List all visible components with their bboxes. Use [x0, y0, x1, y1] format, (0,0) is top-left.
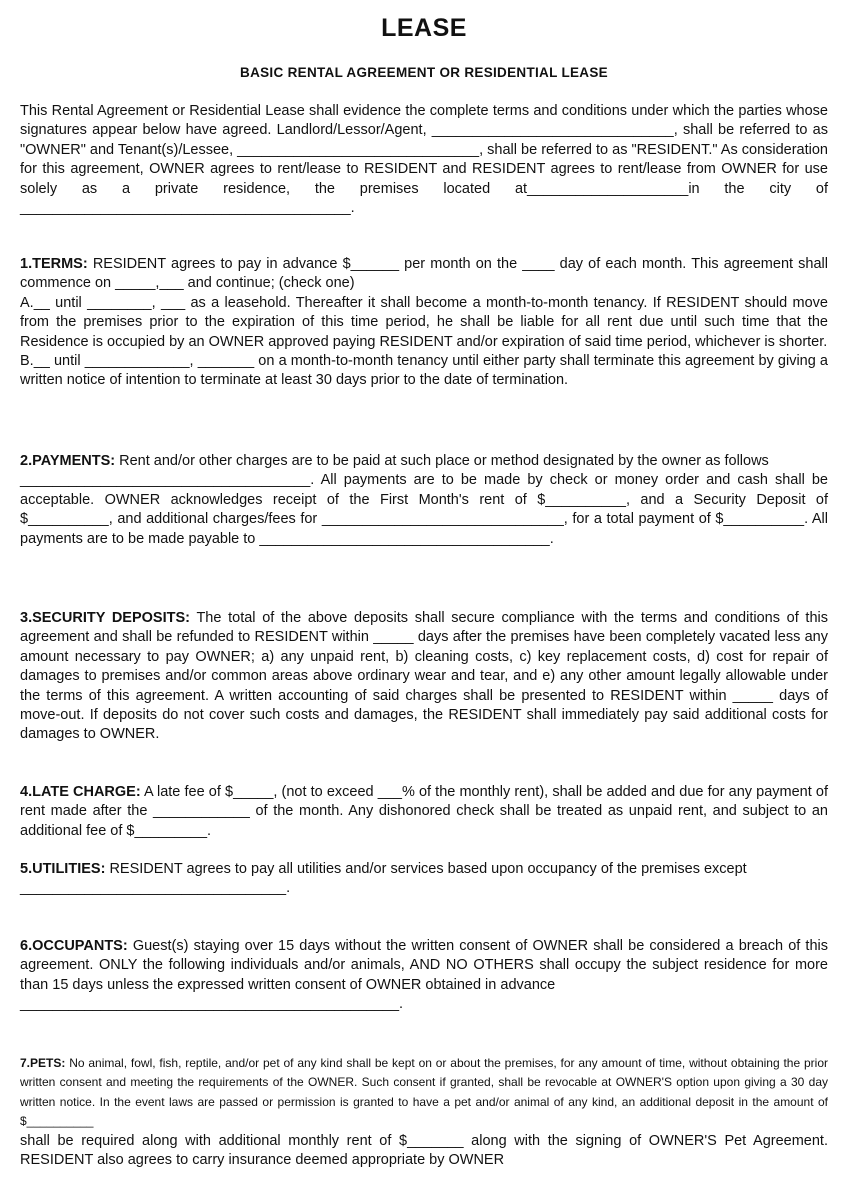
late-charge-paragraph [20, 783, 828, 841]
terms-option-b: B.__ until _____________, _______ on a month-to-month tenancy until either party shall terminate this agreement by giving a written notice of intention to terminate at least 30 days prior to the date of termination. [20, 353, 828, 389]
utilities-paragraph [20, 860, 828, 879]
intro-section [20, 102, 828, 218]
pets-continuation: shall be required along with additional monthly rent of $_______ along with the signing of OWNER'S Pet Agreement. RESIDENT also agrees to carry insurance deemed appropriate by OWNER [20, 1132, 828, 1169]
security-deposits-text: The total of the above deposits shall secure compliance with the terms and conditions of this agreement and shall be refunded to RESIDENT within _____ days after the premises have been completely vacated less any amount necessary to pay OWNER; a) any unpaid rent, b) cleaning costs, c) key replacement costs, d) cost for repair of damages to premises and/or common areas above ordinary wear and tear, and e) any other amount legally allowable under the terms of this agreement. A written accounting of said charges shall be presented to RESIDENT within _____ days of move-out. If deposits do not cover such costs and damages, the RESIDENT shall immediately pay said additional costs for damages to OWNER. [20, 610, 828, 743]
terms-section [20, 255, 828, 391]
occupants-heading: 6.OCCUPANTS: [20, 938, 128, 954]
pets-section [20, 1054, 828, 1170]
late-charge-section [20, 783, 828, 841]
occupants-continuation: _______________________________________________. [20, 996, 404, 1013]
payments-section [20, 452, 828, 549]
utilities-text: RESIDENT agrees to pay all utilities and/or services based upon occupancy of the premises except [109, 861, 747, 877]
payments-text: Rent and/or other charges are to be paid at such place or method designated by the owner as follows [119, 453, 769, 469]
occupants-section [20, 937, 828, 1015]
utilities-continuation: _________________________________. [20, 880, 291, 897]
document-title: LEASE [381, 14, 467, 42]
security-deposits-heading: 3.SECURITY DEPOSITS: [20, 610, 190, 626]
security-deposits-paragraph [20, 609, 828, 745]
terms-option-a: A.__ until ________, ___ as a leasehold. Thereafter it shall become a month-to-month tenancy. If RESIDENT should move from the premises prior to the expiration of this time period, he shall be liable for all rent due until such time that the Residence is occupied by an OWNER approved paying RESIDENT and/or expiration of said time period, whichever is shorter. [20, 294, 828, 350]
pets-text: No animal, fowl, fish, reptile, and/or pet of any kind shall be kept on or about the premises, for any amount of time, without obtaining the prior written consent and meeting the requirements of the OWNER. Such consent if granted, shall be revocable at OWNER'S option upon giving a 30 day written notice. In the event laws are passed or permission is granted to have a pet and/or animal of any kind, an additional deposit in the amount of $__________ [20, 1056, 828, 1129]
terms-heading: 1.TERMS: [20, 256, 88, 272]
utilities-heading: 5.UTILITIES: [20, 861, 106, 877]
payments-continuation: ____________________________________. All payments are to be made by check or money order and cash shall be acceptable. OWNER acknowledges receipt of the First Month's rent of $__________, and a Security Deposit of $__________, and additional charges/fees for ______________________________, for a total payment of $__________. All payments are to be made payable to ____________________________________. [20, 472, 828, 547]
payments-heading: 2.PAYMENTS: [20, 453, 116, 469]
terms-paragraph [20, 255, 828, 294]
pets-heading: 7.PETS: [20, 1056, 66, 1070]
occupants-text: Guest(s) staying over 15 days without the written consent of OWNER shall be considered a breach of this agreement. ONLY the following individuals and/or animals, AND NO OTHERS shall occupy the subject residence for more than 15 days unless the expressed written consent of OWNER obtained in advance [20, 938, 828, 993]
security-deposits-section [20, 609, 828, 745]
occupants-paragraph [20, 937, 828, 995]
late-charge-heading: 4.LATE CHARGE: [20, 784, 141, 800]
intro-paragraph: This Rental Agreement or Residential Lease shall evidence the complete terms and conditions under which the parties whose signatures appear below have agreed. Landlord/Lessor/Agent, ______________________________, shall be referred to as "OWNER" and Tenant(s)/Lessee, ______________________________, shall be referred to as "RESIDENT." As consideration for this agreement, OWNER agrees to rent/lease to RESIDENT and RESIDENT agrees to rent/lease from OWNER for use solely as a private residence, the premises located at____________________in the city of _________________________________________. [20, 103, 828, 217]
document-subtitle: BASIC RENTAL AGREEMENT OR RESIDENTIAL LEASE [240, 65, 608, 80]
utilities-section [20, 860, 828, 899]
late-charge-text: A late fee of $_____, (not to exceed ___% of the monthly rent), shall be added and due for any payment of rent made after the ____________ of the month. Any dishonored check shall be treated as unpaid rent, and subject to an additional fee of $_________. [20, 784, 828, 839]
payments-paragraph [20, 452, 828, 471]
pets-paragraph [20, 1054, 828, 1132]
terms-text: RESIDENT agrees to pay in advance $______ per month on the ____ day of each month. This agreement shall commence on _____,___ and continue; (check one) [20, 256, 828, 292]
